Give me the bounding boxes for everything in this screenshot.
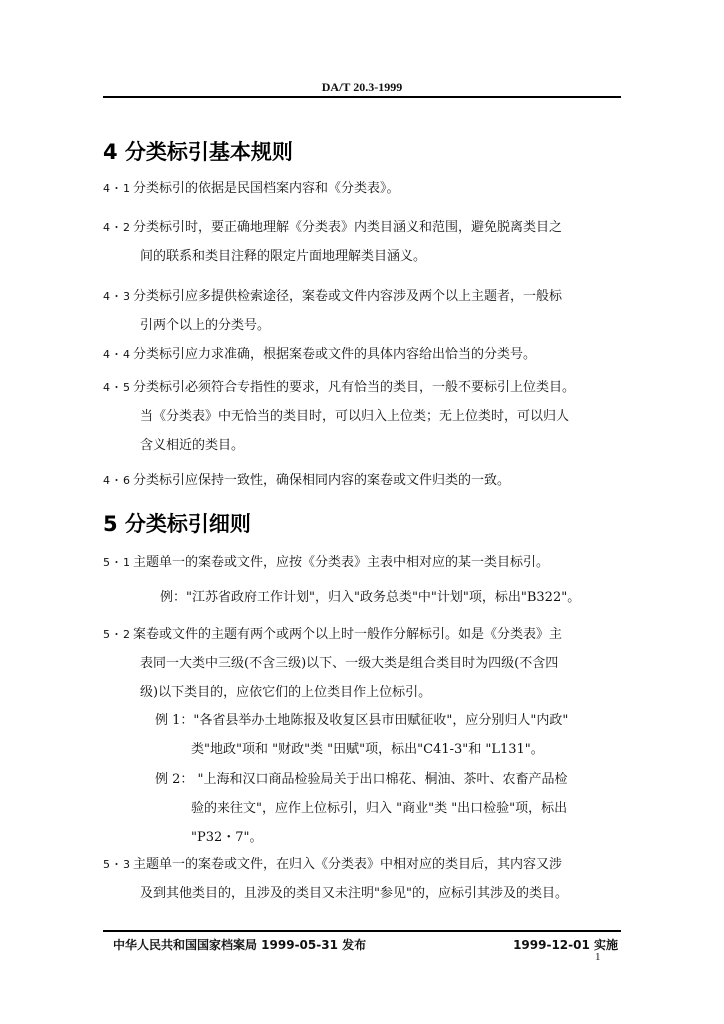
page-number: 1 (595, 951, 601, 963)
clause-text: 含义相近的类目。 (140, 438, 245, 453)
clause-text: 引两个以上的分类号。 (140, 318, 271, 333)
clause-text: 主题单一的案卷或文件，在归入《分类表》中相对应的类目后，其内容又涉 (133, 857, 563, 872)
clause-text: 及到其他类目的，且涉及的类目又未注明"参见"的，应标引其涉及的类目。 (140, 886, 568, 901)
clause-4-2 (103, 213, 623, 271)
example-5-2-2 (155, 765, 625, 852)
publish-info: 中华人民共和国国家档案局 1999-05-31 发布 (113, 938, 367, 952)
footer-rule (103, 930, 621, 932)
example-5-1: 例："江苏省政府工作计划"，归入"政务总类"中"计划"项，标出"B322"。 (160, 590, 581, 605)
clause-number: 4・6 (103, 474, 131, 487)
clause-text: 表同一大类中三级(不含三级)以下、一级大类是组合类目时为四级(不含四 (140, 656, 559, 671)
example-line: 例 2： "上海和汉口商品检验局关于出口棉花、桐油、茶叶、农畜产品检 (155, 772, 568, 787)
clause-text: 分类标引必须符合专指性的要求，凡有恰当的类目，一般不要标引上位类目。 (133, 380, 576, 395)
clause-text: 间的联系和类目注释的限定片面地理解类目涵义。 (140, 249, 427, 264)
clause-number: 5・2 (103, 628, 131, 641)
example-5-2-1 (155, 706, 625, 764)
clause-4-6 (103, 466, 623, 495)
effective-date: 1999-12-01 实施 (513, 938, 618, 952)
clause-text: 案卷或文件的主题有两个或两个以上时一般作分解标引。如是《分类表》主 (133, 627, 563, 642)
example-line: 例 1："各省县举办土地陈报及收复区县市田赋征收"，应分别归人"内政" (155, 713, 569, 728)
clause-number: 4・3 (103, 290, 131, 303)
clause-4-5 (103, 373, 623, 460)
example-line: 验的来往文"，应作上位标引，归入 "商业"类 "出口检验"项，标出 (191, 801, 568, 816)
example-line: "P32・7"。 (191, 830, 263, 845)
clause-number: 5・1 (103, 556, 131, 569)
clause-number: 4・4 (103, 348, 131, 361)
clause-number: 5・3 (103, 858, 131, 871)
clause-5-3 (103, 850, 623, 908)
example-line: 类"地政"项和 "财政"类 "田赋"项，标出"C41-3"和 "L131"。 (191, 742, 544, 757)
clause-text: 主题单一的案卷或文件，应按《分类表》主表中相对应的某一类目标引。 (133, 555, 550, 570)
clause-text: 分类标引的依据是民国档案内容和《分类表》。 (133, 181, 400, 196)
section-4-heading: 4 分类标引基本规则 (103, 140, 293, 164)
clause-text: 分类标引时，要正确地理解《分类表》内类目涵义和范围，避免脱离类目之 (133, 220, 563, 235)
clause-5-1 (103, 548, 623, 577)
clause-4-3 (103, 282, 623, 340)
header-rule (103, 96, 621, 98)
clause-text: 当《分类表》中无恰当的类目时，可以归入上位类；无上位类时，可以归人 (140, 409, 570, 424)
section-5-heading: 5 分类标引细则 (103, 512, 251, 536)
clause-text: 分类标引应力求准确，根据案卷或文件的具体内容给出恰当的分类号。 (133, 347, 537, 362)
standard-code: DA/T 20.3-1999 (321, 80, 403, 94)
clause-4-1 (103, 174, 623, 203)
clause-text: 分类标引应多提供检索途径，案卷或文件内容涉及两个以上主题者，一般标 (133, 289, 563, 304)
clause-number: 4・5 (103, 381, 131, 394)
clause-4-4 (103, 340, 623, 369)
clause-text: 级)以下类目的，应依它们的上位类目作上位标引。 (140, 685, 432, 700)
clause-number: 4・1 (103, 182, 131, 195)
clause-number: 4・2 (103, 221, 131, 234)
clause-5-2 (103, 620, 623, 707)
clause-text: 分类标引应保持一致性，确保相同内容的案卷或文件归类的一致。 (133, 473, 511, 488)
